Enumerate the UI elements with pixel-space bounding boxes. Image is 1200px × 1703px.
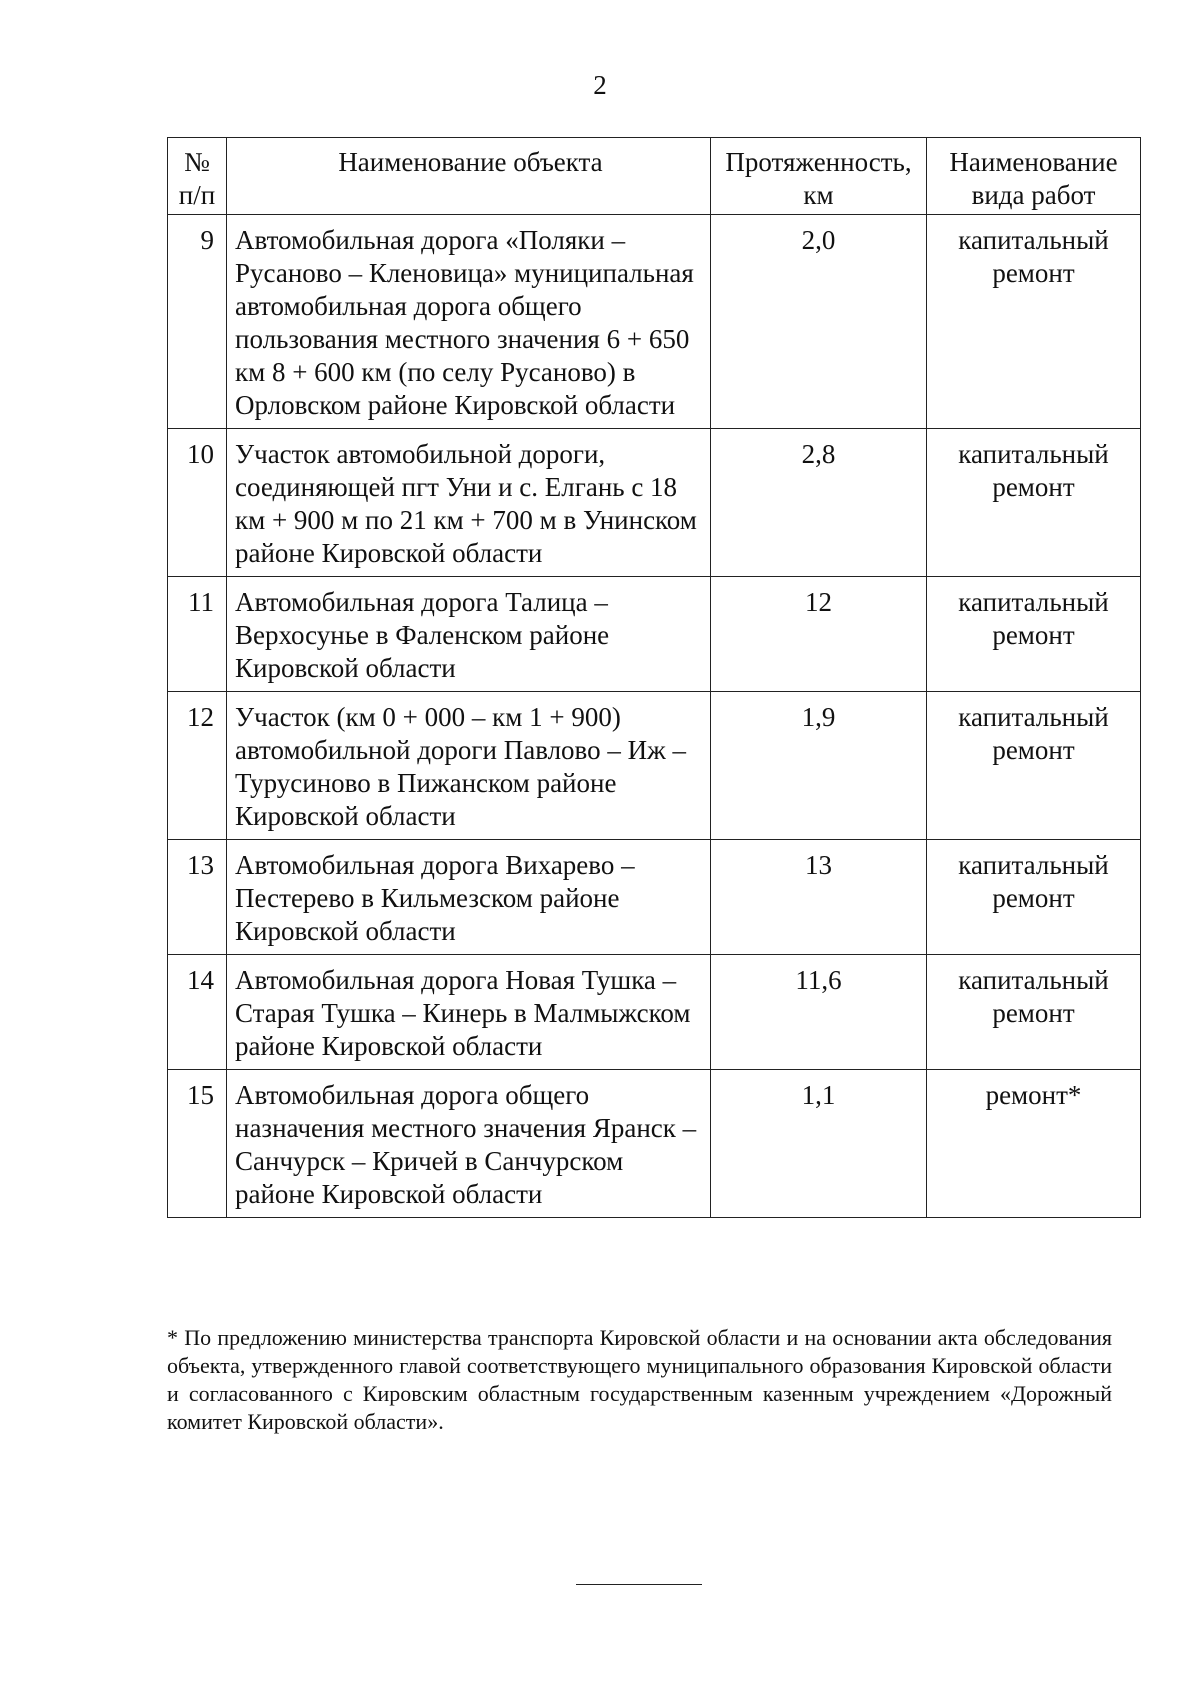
row-number: 15 <box>168 1070 227 1218</box>
table-row <box>168 429 1141 577</box>
table-row <box>168 840 1141 955</box>
table-row <box>168 692 1141 840</box>
row-number: 14 <box>168 955 227 1070</box>
table-header-row <box>168 138 1141 215</box>
row-number: 12 <box>168 692 227 840</box>
table-row <box>168 955 1141 1070</box>
row-name: Автомобильная дорога Новая Тушка – Старая Тушка – Кинерь в Малмыжском районе Кировской области <box>227 955 711 1070</box>
row-number: 9 <box>168 215 227 429</box>
header-number: № п/п <box>168 138 227 215</box>
table-row <box>168 215 1141 429</box>
row-number: 10 <box>168 429 227 577</box>
row-length: 1,1 <box>711 1070 927 1218</box>
row-length: 2,0 <box>711 215 927 429</box>
row-name: Участок (км 0 + 000 – км 1 + 900) автомобильной дороги Павлово – Иж – Турусиново в Пижанском районе Кировской области <box>227 692 711 840</box>
row-number: 13 <box>168 840 227 955</box>
row-work: капитальный ремонт <box>927 840 1141 955</box>
footnote: * По предложению министерства транспорта Кировской области и на основании акта обследования объекта, утвержденного главой соответствующего муниципального образования Кировской области и согласованного с Кировским областным государственным казенным учреждением «Дорожный комитет Кировской области». <box>167 1325 1112 1434</box>
header-work: Наименование вида работ <box>927 138 1141 215</box>
header-name: Наименование объекта <box>227 138 711 215</box>
row-length: 12 <box>711 577 927 692</box>
end-divider <box>576 1584 702 1585</box>
row-work: ремонт* <box>927 1070 1141 1218</box>
row-name: Автомобильная дорога Талица – Верхосунье в Фаленском районе Кировской области <box>227 577 711 692</box>
row-length: 1,9 <box>711 692 927 840</box>
row-name: Автомобильная дорога «Поляки – Русаново – Кленовица» муниципальная автомобильная дорога общего пользования местного значения 6 + 650 км 8 + 600 км (по селу Русаново) в Орловском районе Кировской области <box>227 215 711 429</box>
table-row <box>168 1070 1141 1218</box>
row-work: капитальный ремонт <box>927 692 1141 840</box>
row-work: капитальный ремонт <box>927 429 1141 577</box>
row-name: Автомобильная дорога Вихарево – Пестерево в Кильмезском районе Кировской области <box>227 840 711 955</box>
row-work: капитальный ремонт <box>927 577 1141 692</box>
row-length: 11,6 <box>711 955 927 1070</box>
row-work: капитальный ремонт <box>927 215 1141 429</box>
row-work: капитальный ремонт <box>927 955 1141 1070</box>
table-row <box>168 577 1141 692</box>
row-length: 2,8 <box>711 429 927 577</box>
roads-table <box>167 137 1141 1218</box>
header-length: Протяженность, км <box>711 138 927 215</box>
row-number: 11 <box>168 577 227 692</box>
row-name: Участок автомобильной дороги, соединяющей пгт Уни и с. Елгань с 18 км + 900 м по 21 км + 700 м в Унинском районе Кировской области <box>227 429 711 577</box>
page-number: 2 <box>593 70 607 100</box>
row-name: Автомобильная дорога общего назначения местного значения Яранск – Санчурск – Кричей в Санчурском районе Кировской области <box>227 1070 711 1218</box>
row-length: 13 <box>711 840 927 955</box>
